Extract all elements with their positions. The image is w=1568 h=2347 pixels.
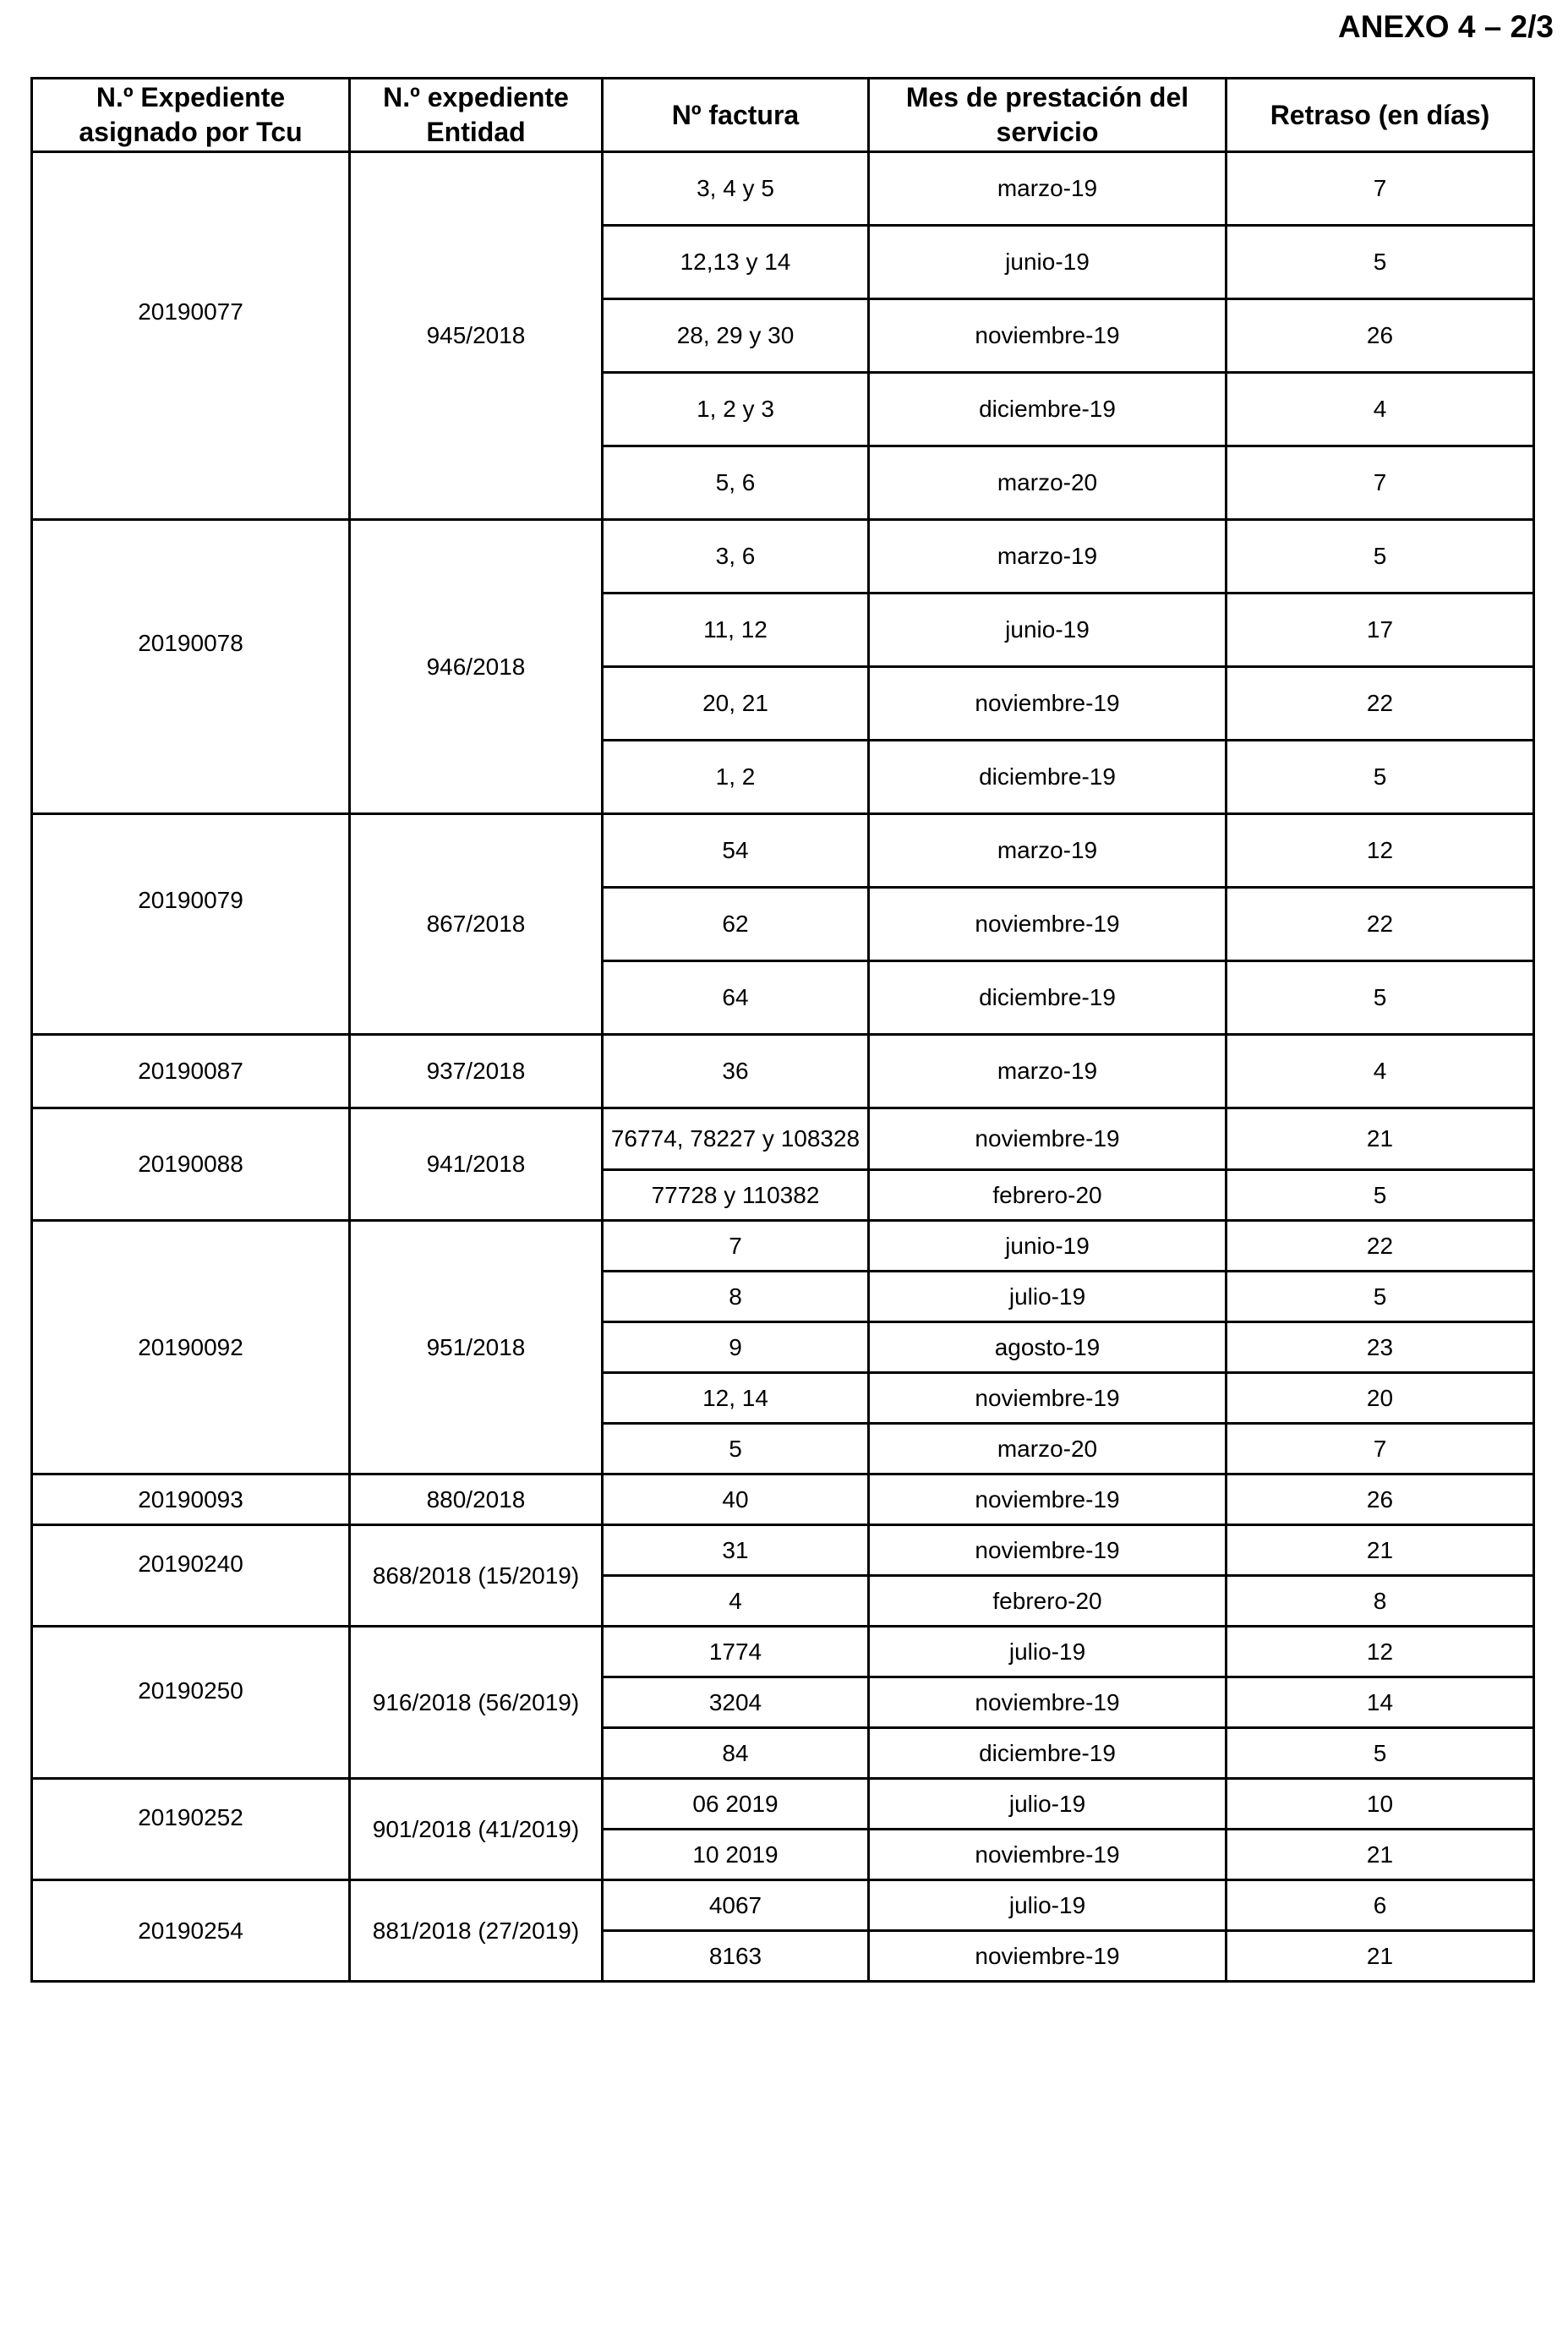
cell-mes-prestacion: noviembre-19 xyxy=(869,888,1227,961)
expediente-tcu-value: 20190250 xyxy=(138,1677,243,1704)
cell-expediente-entidad: 867/2018 xyxy=(350,814,603,1035)
cell-factura: 12, 14 xyxy=(603,1373,869,1424)
cell-mes-prestacion: noviembre-19 xyxy=(869,1373,1227,1424)
cell-retraso: 26 xyxy=(1227,1474,1534,1525)
cell-retraso: 20 xyxy=(1227,1373,1534,1424)
cell-retraso: 22 xyxy=(1227,1221,1534,1272)
cell-mes-prestacion: diciembre-19 xyxy=(869,741,1227,814)
cell-mes-prestacion: noviembre-19 xyxy=(869,299,1227,373)
annex-page-label: ANEXO 4 – 2/3 xyxy=(1337,9,1554,44)
cell-factura: 1, 2 xyxy=(603,741,869,814)
cell-expediente-entidad: 937/2018 xyxy=(350,1035,603,1108)
cell-factura: 10 2019 xyxy=(603,1830,869,1880)
cell-retraso: 21 xyxy=(1227,1931,1534,1982)
cell-expediente-tcu xyxy=(32,1108,350,1221)
cell-factura: 9 xyxy=(603,1322,869,1373)
cell-retraso: 8 xyxy=(1227,1576,1534,1627)
cell-factura: 40 xyxy=(603,1474,869,1525)
cell-mes-prestacion: diciembre-19 xyxy=(869,373,1227,446)
cell-retraso: 14 xyxy=(1227,1677,1534,1728)
cell-expediente-entidad: 916/2018 (56/2019) xyxy=(350,1627,603,1779)
cell-retraso: 5 xyxy=(1227,961,1534,1035)
cell-factura: 1, 2 y 3 xyxy=(603,373,869,446)
cell-mes-prestacion: diciembre-19 xyxy=(869,1728,1227,1779)
cell-retraso: 5 xyxy=(1227,741,1534,814)
table-row xyxy=(32,1779,1534,1830)
cell-factura: 12,13 y 14 xyxy=(603,226,869,299)
cell-retraso: 12 xyxy=(1227,814,1534,888)
cell-expediente-tcu xyxy=(32,1779,350,1880)
cell-mes-prestacion: noviembre-19 xyxy=(869,1474,1227,1525)
cell-factura: 11, 12 xyxy=(603,594,869,667)
header-expediente-tcu: N.º Expediente asignado por Tcu xyxy=(32,79,350,152)
cell-factura: 5, 6 xyxy=(603,446,869,520)
cell-retraso: 22 xyxy=(1227,667,1534,741)
cell-retraso: 7 xyxy=(1227,1424,1534,1474)
cell-mes-prestacion: febrero-20 xyxy=(869,1576,1227,1627)
cell-expediente-entidad: 946/2018 xyxy=(350,520,603,814)
cell-mes-prestacion: noviembre-19 xyxy=(869,1525,1227,1576)
table-row xyxy=(32,1525,1534,1576)
header-mes-prestacion: Mes de prestación del servicio xyxy=(869,79,1227,152)
expediente-tcu-value: 20190254 xyxy=(138,1917,243,1944)
table-header-row xyxy=(32,79,1534,152)
cell-mes-prestacion: marzo-20 xyxy=(869,446,1227,520)
cell-retraso: 5 xyxy=(1227,226,1534,299)
cell-retraso: 12 xyxy=(1227,1627,1534,1677)
cell-factura: 54 xyxy=(603,814,869,888)
cell-mes-prestacion: julio-19 xyxy=(869,1880,1227,1931)
cell-mes-prestacion: marzo-19 xyxy=(869,152,1227,226)
cell-retraso: 10 xyxy=(1227,1779,1534,1830)
cell-retraso: 7 xyxy=(1227,446,1534,520)
table-row xyxy=(32,1108,1534,1170)
cell-mes-prestacion: noviembre-19 xyxy=(869,1931,1227,1982)
table-row xyxy=(32,1880,1534,1931)
cell-mes-prestacion: marzo-19 xyxy=(869,1035,1227,1108)
header-factura: Nº factura xyxy=(603,79,869,152)
cell-retraso: 4 xyxy=(1227,373,1534,446)
cell-factura: 76774, 78227 y 108328 xyxy=(603,1108,869,1170)
cell-factura: 84 xyxy=(603,1728,869,1779)
expediente-tcu-value: 20190088 xyxy=(138,1151,243,1177)
cell-factura: 8 xyxy=(603,1272,869,1322)
cell-expediente-tcu xyxy=(32,1035,350,1108)
header-expediente-entidad: N.º expediente Entidad xyxy=(350,79,603,152)
expediente-tcu-value: 20190079 xyxy=(138,887,243,913)
cell-mes-prestacion: noviembre-19 xyxy=(869,1677,1227,1728)
cell-retraso: 22 xyxy=(1227,888,1534,961)
cell-expediente-entidad: 941/2018 xyxy=(350,1108,603,1221)
cell-factura: 06 2019 xyxy=(603,1779,869,1830)
expediente-tcu-value: 20190240 xyxy=(138,1550,243,1577)
cell-factura: 77728 y 110382 xyxy=(603,1170,869,1221)
cell-expediente-tcu xyxy=(32,1880,350,1982)
cell-retraso: 21 xyxy=(1227,1108,1534,1170)
cell-mes-prestacion: marzo-20 xyxy=(869,1424,1227,1474)
cell-expediente-entidad: 951/2018 xyxy=(350,1221,603,1474)
cell-retraso: 5 xyxy=(1227,1728,1534,1779)
table-body xyxy=(32,152,1534,1982)
table-row xyxy=(32,1221,1534,1272)
cell-retraso: 7 xyxy=(1227,152,1534,226)
cell-retraso: 21 xyxy=(1227,1830,1534,1880)
cell-retraso: 21 xyxy=(1227,1525,1534,1576)
cell-factura: 64 xyxy=(603,961,869,1035)
cell-expediente-tcu xyxy=(32,152,350,520)
cell-factura: 3, 4 y 5 xyxy=(603,152,869,226)
table-row xyxy=(32,1035,1534,1108)
cell-retraso: 5 xyxy=(1227,520,1534,594)
cell-expediente-entidad: 880/2018 xyxy=(350,1474,603,1525)
cell-retraso: 5 xyxy=(1227,1170,1534,1221)
cell-mes-prestacion: julio-19 xyxy=(869,1779,1227,1830)
cell-mes-prestacion: marzo-19 xyxy=(869,814,1227,888)
cell-mes-prestacion: noviembre-19 xyxy=(869,1830,1227,1880)
table-row xyxy=(32,520,1534,594)
cell-expediente-entidad: 881/2018 (27/2019) xyxy=(350,1880,603,1982)
cell-expediente-entidad: 945/2018 xyxy=(350,152,603,520)
cell-retraso: 23 xyxy=(1227,1322,1534,1373)
cell-expediente-tcu xyxy=(32,1221,350,1474)
cell-mes-prestacion: noviembre-19 xyxy=(869,1108,1227,1170)
cell-mes-prestacion: agosto-19 xyxy=(869,1322,1227,1373)
cell-retraso: 4 xyxy=(1227,1035,1534,1108)
table-row xyxy=(32,814,1534,888)
cell-factura: 62 xyxy=(603,888,869,961)
expediente-tcu-value: 20190078 xyxy=(138,629,243,656)
cell-expediente-tcu xyxy=(32,1627,350,1779)
table-row xyxy=(32,152,1534,226)
cell-factura: 3204 xyxy=(603,1677,869,1728)
cell-mes-prestacion: diciembre-19 xyxy=(869,961,1227,1035)
cell-expediente-tcu xyxy=(32,1474,350,1525)
cell-expediente-tcu xyxy=(32,814,350,1035)
cell-retraso: 6 xyxy=(1227,1880,1534,1931)
expediente-tcu-value: 20190252 xyxy=(138,1803,243,1830)
cell-factura: 20, 21 xyxy=(603,667,869,741)
cell-mes-prestacion: junio-19 xyxy=(869,594,1227,667)
cell-expediente-tcu xyxy=(32,520,350,814)
cell-retraso: 26 xyxy=(1227,299,1534,373)
cell-factura: 7 xyxy=(603,1221,869,1272)
cell-retraso: 5 xyxy=(1227,1272,1534,1322)
header-retraso: Retraso (en días) xyxy=(1227,79,1534,152)
cell-expediente-entidad: 901/2018 (41/2019) xyxy=(350,1779,603,1880)
cell-factura: 4 xyxy=(603,1576,869,1627)
cell-factura: 8163 xyxy=(603,1931,869,1982)
expediente-tcu-value: 20190092 xyxy=(138,1333,243,1360)
table-row xyxy=(32,1474,1534,1525)
cell-factura: 3, 6 xyxy=(603,520,869,594)
cell-factura: 36 xyxy=(603,1035,869,1108)
expediente-tcu-value: 20190093 xyxy=(138,1485,243,1513)
cell-factura: 1774 xyxy=(603,1627,869,1677)
cell-retraso: 17 xyxy=(1227,594,1534,667)
cell-factura: 4067 xyxy=(603,1880,869,1931)
cell-mes-prestacion: junio-19 xyxy=(869,1221,1227,1272)
expediente-tcu-value: 20190087 xyxy=(138,1058,243,1084)
cell-mes-prestacion: junio-19 xyxy=(869,226,1227,299)
table-row xyxy=(32,1627,1534,1677)
cell-expediente-entidad: 868/2018 (15/2019) xyxy=(350,1525,603,1627)
cell-mes-prestacion: marzo-19 xyxy=(869,520,1227,594)
delay-table xyxy=(30,77,1535,1983)
cell-mes-prestacion: noviembre-19 xyxy=(869,667,1227,741)
cell-mes-prestacion: julio-19 xyxy=(869,1627,1227,1677)
cell-factura: 31 xyxy=(603,1525,869,1576)
cell-expediente-tcu xyxy=(32,1525,350,1627)
cell-factura: 28, 29 y 30 xyxy=(603,299,869,373)
expediente-tcu-value: 20190077 xyxy=(138,298,243,325)
cell-mes-prestacion: febrero-20 xyxy=(869,1170,1227,1221)
cell-factura: 5 xyxy=(603,1424,869,1474)
cell-mes-prestacion: julio-19 xyxy=(869,1272,1227,1322)
